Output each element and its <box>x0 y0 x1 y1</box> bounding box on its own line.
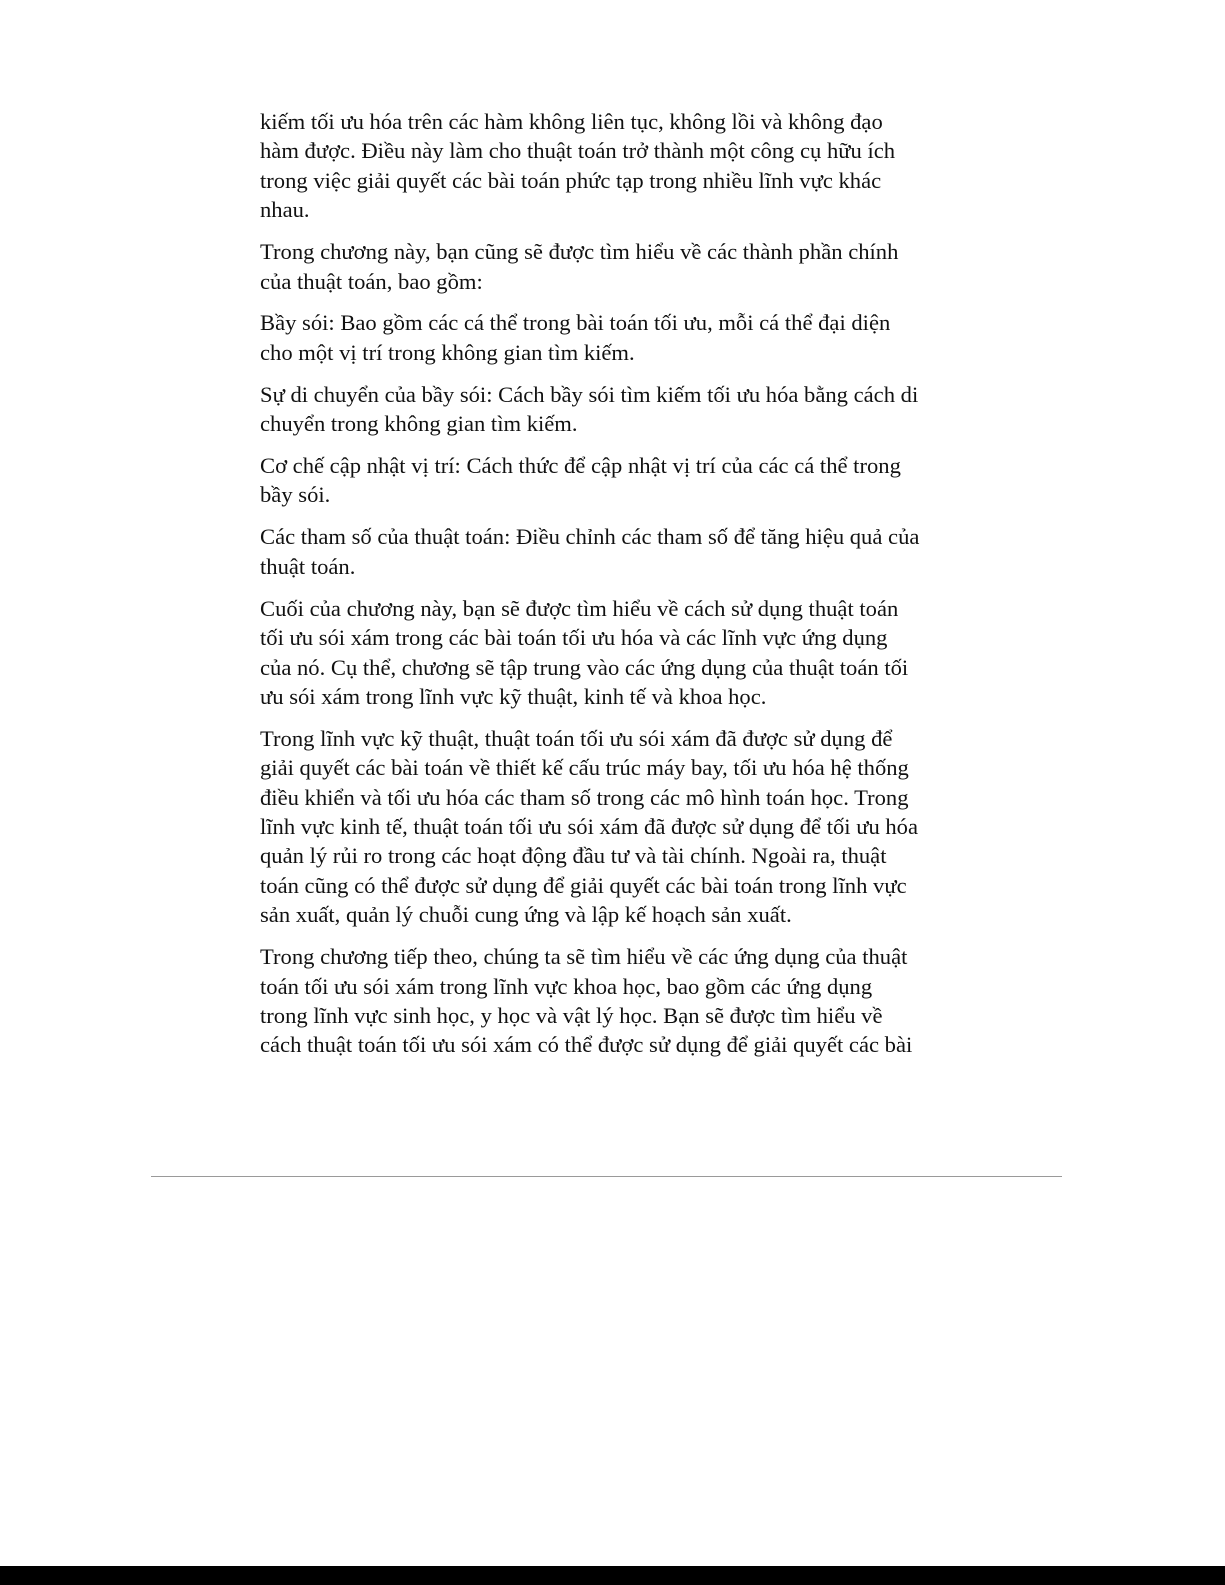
text-line: Trong chương tiếp theo, chúng ta sẽ tìm hiểu về các ứng dụng của thuật <box>260 944 908 970</box>
text-line: bầy sói. <box>260 482 331 508</box>
text-line: trong lĩnh vực sinh học, y học và vật lý học. Bạn sẽ được tìm hiểu về <box>260 1002 883 1028</box>
text-line: cho một vị trí trong không gian tìm kiếm. <box>260 339 635 365</box>
text-line: toán cũng có thể được sử dụng để giải quyết các bài toán trong lĩnh vực <box>260 872 907 898</box>
paragraph <box>260 380 960 439</box>
text-line: chuyển trong không gian tìm kiếm. <box>260 411 578 437</box>
page-divider <box>151 1176 1062 1177</box>
text-line: Trong lĩnh vực kỹ thuật, thuật toán tối ưu sói xám đã được sử dụng để <box>260 725 893 751</box>
text-line: Trong chương này, bạn cũng sẽ được tìm hiểu về các thành phần chính <box>260 239 899 265</box>
body-text <box>260 107 960 1072</box>
text-line: điều khiển và tối ưu hóa các tham số trong các mô hình toán học. Trong <box>260 784 909 810</box>
paragraph <box>260 724 960 930</box>
text-line: quản lý rủi ro trong các hoạt động đầu tư và tài chính. Ngoài ra, thuật <box>260 843 887 869</box>
paragraph <box>260 522 960 581</box>
text-line: tối ưu sói xám trong các bài toán tối ưu hóa và các lĩnh vực ứng dụng <box>260 625 888 651</box>
paragraph <box>260 451 960 510</box>
text-line: giải quyết các bài toán về thiết kế cấu trúc máy bay, tối ưu hóa hệ thống <box>260 755 909 781</box>
text-line: Cuối của chương này, bạn sẽ được tìm hiểu về cách sử dụng thuật toán <box>260 595 899 621</box>
paragraph <box>260 237 960 296</box>
text-line: Bầy sói: Bao gồm các cá thể trong bài toán tối ưu, mỗi cá thể đại diện <box>260 310 891 336</box>
text-line: Cơ chế cập nhật vị trí: Cách thức để cập nhật vị trí của các cá thể trong <box>260 453 901 479</box>
text-line: cách thuật toán tối ưu sói xám có thể được sử dụng để giải quyết các bài <box>260 1032 913 1058</box>
text-line: thuật toán. <box>260 553 356 579</box>
text-line: Các tham số của thuật toán: Điều chỉnh các tham số để tăng hiệu quả của <box>260 524 920 550</box>
text-line: của thuật toán, bao gồm: <box>260 268 483 294</box>
paragraph <box>260 107 960 225</box>
text-line: hàm được. Điều này làm cho thuật toán trở thành một công cụ hữu ích <box>260 138 896 164</box>
text-line: lĩnh vực kinh tế, thuật toán tối ưu sói xám đã được sử dụng để tối ưu hóa <box>260 814 919 840</box>
text-line: ưu sói xám trong lĩnh vực kỹ thuật, kinh tế và khoa học. <box>260 683 767 709</box>
paragraph <box>260 942 960 1060</box>
bottom-edge-bar <box>0 1566 1225 1585</box>
paragraph <box>260 594 960 712</box>
text-line: kiếm tối ưu hóa trên các hàm không liên tục, không lồi và không đạo <box>260 109 883 134</box>
text-line: của nó. Cụ thể, chương sẽ tập trung vào các ứng dụng của thuật toán tối <box>260 654 909 680</box>
text-line: toán tối ưu sói xám trong lĩnh vực khoa học, bao gồm các ứng dụng <box>260 973 873 999</box>
text-line: nhau. <box>260 197 310 223</box>
text-line: trong việc giải quyết các bài toán phức tạp trong nhiều lĩnh vực khác <box>260 167 882 193</box>
paragraph <box>260 308 960 367</box>
text-line: Sự di chuyển của bầy sói: Cách bầy sói tìm kiếm tối ưu hóa bằng cách di <box>260 381 919 407</box>
text-line: sản xuất, quản lý chuỗi cung ứng và lập kế hoạch sản xuất. <box>260 902 792 928</box>
